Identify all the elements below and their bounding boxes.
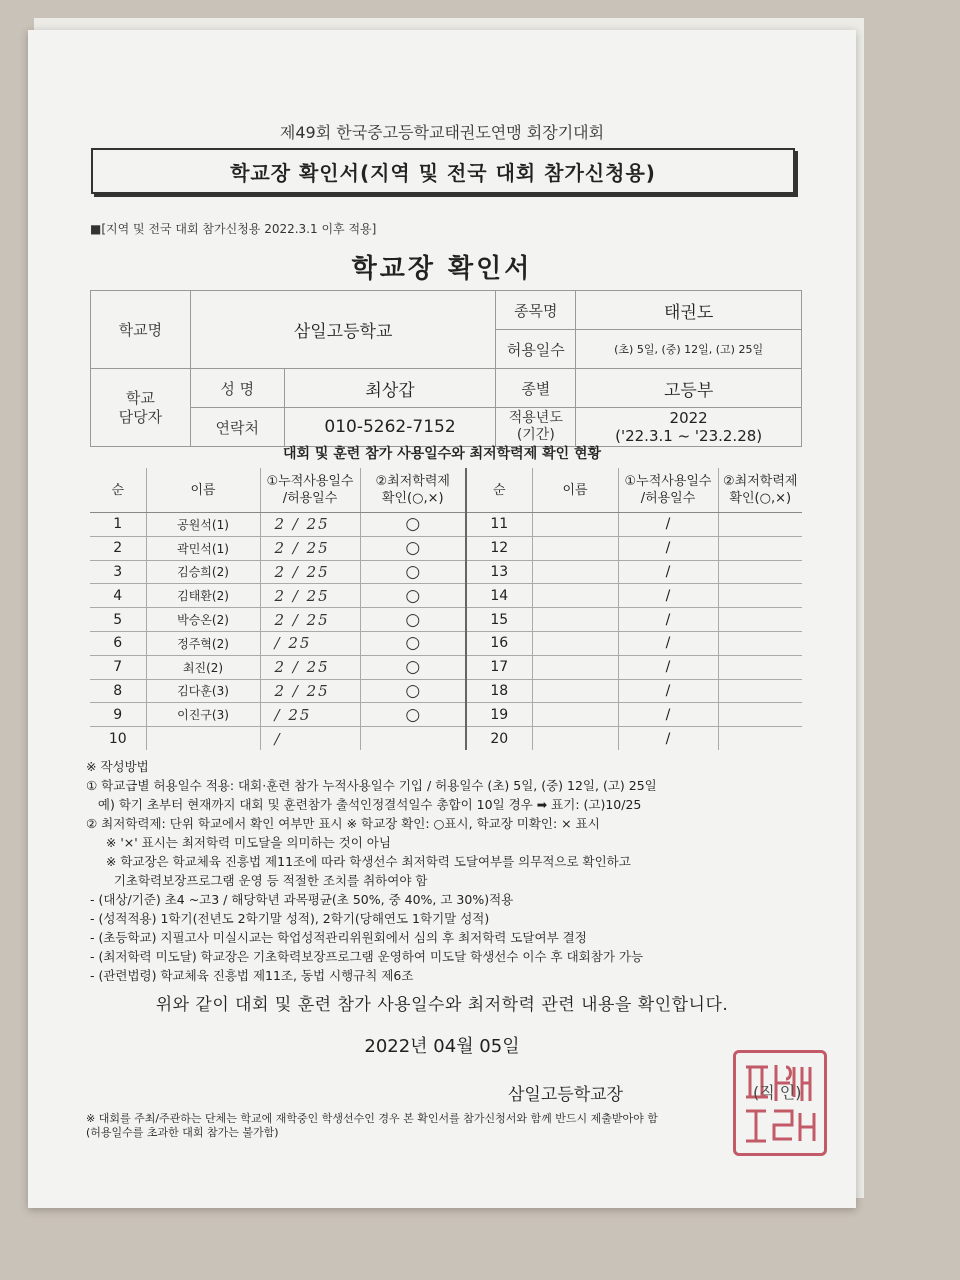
cell-left-no: 6 (90, 631, 146, 655)
cell-left-grade (360, 727, 466, 750)
main-title: 학교장 확인서 (351, 254, 533, 284)
table-row (90, 608, 802, 632)
instruction-line: - (성적적용) 1학기(전년도 2학기말 성적), 2학기(당해연도 1학기말 성적) (86, 911, 490, 926)
contact-label: 연락처 (190, 408, 284, 447)
cell-right-grade (718, 655, 802, 679)
sport-value: 태권도 (576, 291, 802, 330)
cell-right-name (532, 679, 618, 703)
table-row (90, 703, 802, 727)
event-title: 제49회 한국중고등학교태권도연맹 회장기대회 (279, 123, 605, 142)
cell-left-grade: ○ (360, 655, 466, 679)
cell-right-grade (718, 584, 802, 608)
col-grade-right: ②최저학력제 확인(○,×) (718, 468, 802, 513)
cell-left-no: 5 (90, 608, 146, 632)
cell-left-grade: ○ (360, 703, 466, 727)
cell-right-days: / (618, 679, 718, 703)
table-row (90, 536, 802, 560)
table-row (90, 727, 802, 750)
document-box-title: 학교장 확인서(지역 및 전국 대회 참가신청용) (91, 148, 795, 194)
cell-left-name: 박승온(2) (146, 608, 260, 632)
col-days: ①누적사용일수 /허용일수 (260, 468, 360, 513)
instruction-line: 기초학력보장프로그램 운영 등 적절한 조치를 취하여야 함 (86, 873, 428, 888)
instructions (86, 757, 816, 985)
col-grade: ②최저학력제 확인(○,×) (360, 468, 466, 513)
cell-right-name (532, 703, 618, 727)
cell-left-name: 정주혁(2) (146, 631, 260, 655)
cell-right-days: / (618, 584, 718, 608)
cell-left-days: / 25 (260, 631, 360, 655)
cell-right-days: / (618, 727, 718, 750)
cell-left-grade: ○ (360, 536, 466, 560)
cell-left-grade: ○ (360, 608, 466, 632)
cell-right-no: 19 (466, 703, 532, 727)
table-row (90, 560, 802, 584)
cell-right-grade (718, 513, 802, 537)
confirmation-statement: 위와 같이 대회 및 훈련 참가 사용일수와 최저학력 관련 내용을 확인합니다. (155, 995, 729, 1015)
issue-date: 2022년 04월 05일 (364, 1036, 520, 1057)
official-seal-stamp (733, 1050, 827, 1156)
cell-right-grade (718, 536, 802, 560)
school-label: 학교명 (91, 291, 191, 369)
cell-left-days: 2 / 25 (260, 536, 360, 560)
cell-right-no: 14 (466, 584, 532, 608)
school-value: 삼일고등학교 (190, 291, 496, 369)
principal-name: 삼일고등학교장 (508, 1085, 623, 1105)
cell-right-name (532, 584, 618, 608)
col-no: 순 (90, 468, 146, 513)
instruction-line: ※ 작성방법 (86, 759, 149, 774)
cell-left-days: 2 / 25 (260, 679, 360, 703)
cell-right-name (532, 536, 618, 560)
cell-left-name: 이진구(3) (146, 703, 260, 727)
cell-right-no: 13 (466, 560, 532, 584)
year-value: 2022 (669, 409, 708, 427)
cell-left-name: 최진(2) (146, 655, 260, 679)
cell-left-name (146, 727, 260, 750)
cell-right-days: / (618, 513, 718, 537)
athlete-grid (90, 468, 802, 750)
cell-left-no: 1 (90, 513, 146, 537)
cell-right-days: / (618, 608, 718, 632)
instruction-line: ① 학교급별 허용일수 적용: 대회·훈련 참가 누적사용일수 기입 / 허용일수 (초) 5일, (중) 12일, (고) 25일 (86, 778, 657, 793)
cell-left-no: 2 (90, 536, 146, 560)
footnote-line-2: (허용일수를 초과한 대회 참가는 불가함) (86, 1126, 279, 1139)
cell-right-grade (718, 727, 802, 750)
instruction-line: - (최저학력 미도달) 학교장은 기초학력보장프로그램 운영하여 미도달 학생선수 이수 후 대회참가 가능 (86, 949, 644, 964)
cell-right-grade (718, 631, 802, 655)
manager-label: 학교 담당자 (91, 369, 191, 447)
table-row (90, 513, 802, 537)
cell-right-name (532, 513, 618, 537)
cell-left-name: 김다훈(3) (146, 679, 260, 703)
table-row (90, 655, 802, 679)
cell-left-days: 2 / 25 (260, 560, 360, 584)
cell-left-grade: ○ (360, 513, 466, 537)
cell-right-name (532, 727, 618, 750)
cell-right-days: / (618, 631, 718, 655)
year-period: ('22.3.1 ~ '23.2.28) (615, 427, 763, 445)
col-name: 이름 (146, 468, 260, 513)
cell-left-no: 4 (90, 584, 146, 608)
cell-left-days: 2 / 25 (260, 655, 360, 679)
cell-left-no: 8 (90, 679, 146, 703)
year-label: 적용년도 (기간) (496, 408, 576, 447)
category-value: 고등부 (576, 369, 802, 408)
table-row (90, 584, 802, 608)
cell-right-name (532, 655, 618, 679)
cell-right-no: 16 (466, 631, 532, 655)
name-value: 최상갑 (284, 369, 496, 408)
category-label: 종별 (496, 369, 576, 408)
seal-label: (직 인) (753, 1083, 802, 1102)
document-page (28, 30, 856, 1208)
cell-right-grade (718, 608, 802, 632)
cell-right-name (532, 560, 618, 584)
col-no-right: 순 (466, 468, 532, 513)
cell-right-days: / (618, 536, 718, 560)
cell-left-days: 2 / 25 (260, 608, 360, 632)
instruction-line: ※ '×' 표시는 최저학력 미도달을 의미하는 것이 아님 (86, 835, 391, 850)
contact-value: 010-5262-7152 (284, 408, 496, 447)
cell-right-no: 18 (466, 679, 532, 703)
cell-left-grade: ○ (360, 560, 466, 584)
cell-right-no: 17 (466, 655, 532, 679)
days-value: (초) 5일, (중) 12일, (고) 25일 (576, 330, 802, 369)
cell-right-no: 20 (466, 727, 532, 750)
cell-left-days: / (260, 727, 360, 750)
instruction-line: ※ 학교장은 학교체육 진흥법 제11조에 따라 학생선수 최저학력 도달여부를 의무적으로 확인하고 (86, 854, 631, 869)
applicability-note: ■[지역 및 전국 대회 참가신청용 2022.3.1 이후 적용] (90, 222, 377, 236)
cell-right-grade (718, 679, 802, 703)
instruction-line: - (초등학교) 지필고사 미실시교는 학업성적관리위원회에서 심의 후 최저학력 도달여부 결정 (86, 930, 587, 945)
cell-right-no: 11 (466, 513, 532, 537)
cell-right-days: / (618, 655, 718, 679)
cell-right-days: / (618, 703, 718, 727)
cell-right-grade (718, 560, 802, 584)
instruction-line: 예) 학기 초부터 현재까지 대회 및 훈련참가 출석인정결석일수 총합이 10일 경우 ➡ 표기: (고)10/25 (86, 797, 642, 812)
footnote-line-1: ※ 대회를 주최/주관하는 단체는 학교에 재학중인 학생선수인 경우 본 확인서를 참가신청서와 함께 반드시 제출받아야 함 (86, 1112, 658, 1125)
cell-left-name: 곽민석(1) (146, 536, 260, 560)
cell-left-name: 김승희(2) (146, 560, 260, 584)
cell-left-grade: ○ (360, 679, 466, 703)
cell-right-name (532, 608, 618, 632)
col-days-right: ①누적사용일수 /허용일수 (618, 468, 718, 513)
cell-left-name: 공원석(1) (146, 513, 260, 537)
cell-left-no: 3 (90, 560, 146, 584)
school-info-table (90, 290, 802, 447)
instruction-line: ② 최저학력제: 단위 학교에서 확인 여부만 표시 ※ 학교장 확인: ○표시, 학교장 미확인: × 표시 (86, 816, 600, 831)
days-label: 허용일수 (496, 330, 576, 369)
cell-left-grade: ○ (360, 631, 466, 655)
cell-left-days: 2 / 25 (260, 513, 360, 537)
instruction-line: - (관련법령) 학교체육 진흥법 제11조, 동법 시행규칙 제6조 (86, 968, 414, 983)
name-label: 성 명 (190, 369, 284, 408)
table-row (90, 679, 802, 703)
cell-right-name (532, 631, 618, 655)
cell-right-no: 15 (466, 608, 532, 632)
table-row (90, 631, 802, 655)
cell-right-days: / (618, 560, 718, 584)
grid-title: 대회 및 훈련 참가 사용일수와 최저학력제 확인 현황 (282, 446, 602, 462)
sport-label: 종목명 (496, 291, 576, 330)
cell-right-grade (718, 703, 802, 727)
cell-left-no: 7 (90, 655, 146, 679)
col-name-right: 이름 (532, 468, 618, 513)
cell-left-days: 2 / 25 (260, 584, 360, 608)
cell-left-name: 김태환(2) (146, 584, 260, 608)
cell-right-no: 12 (466, 536, 532, 560)
cell-left-no: 9 (90, 703, 146, 727)
instruction-line: - (대상/기준) 초4 ~고3 / 해당학년 과목평균(초 50%, 중 40%, 고 30%)적용 (86, 892, 514, 907)
cell-left-no: 10 (90, 727, 146, 750)
cell-left-days: / 25 (260, 703, 360, 727)
cell-left-grade: ○ (360, 584, 466, 608)
footnote (86, 1112, 826, 1140)
